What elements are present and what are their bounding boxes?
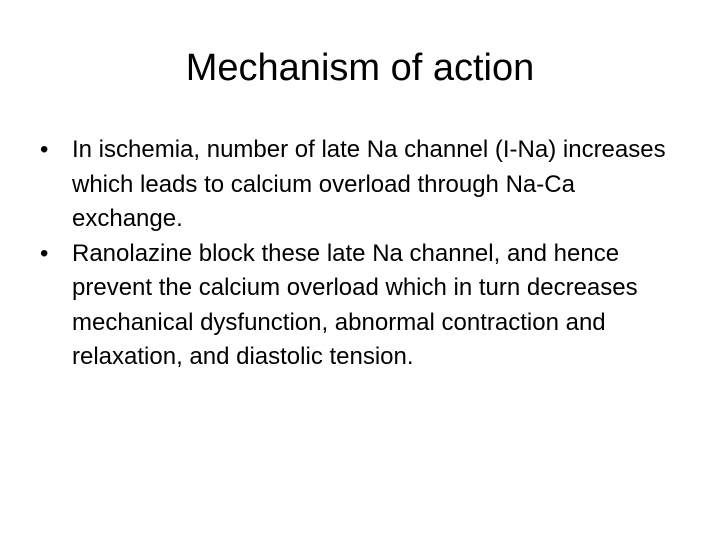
bullet-text: In ischemia, number of late Na channel (I-Na) increases which leads to calcium overload through Na-Ca exchange. [72,136,666,232]
bullet-list [36,133,676,375]
bullet-item [36,133,676,237]
bullet-icon: • [40,136,49,163]
bullet-text: Ranolazine block these late Na channel, and hence prevent the calcium overload which in turn decreases mechanical dysfunction, abnormal contraction and relaxation, and diastolic tension. [72,239,638,370]
bullet-item [36,237,676,375]
bullet-icon: • [40,239,49,267]
slide-title: Mechanism of action [185,47,535,89]
